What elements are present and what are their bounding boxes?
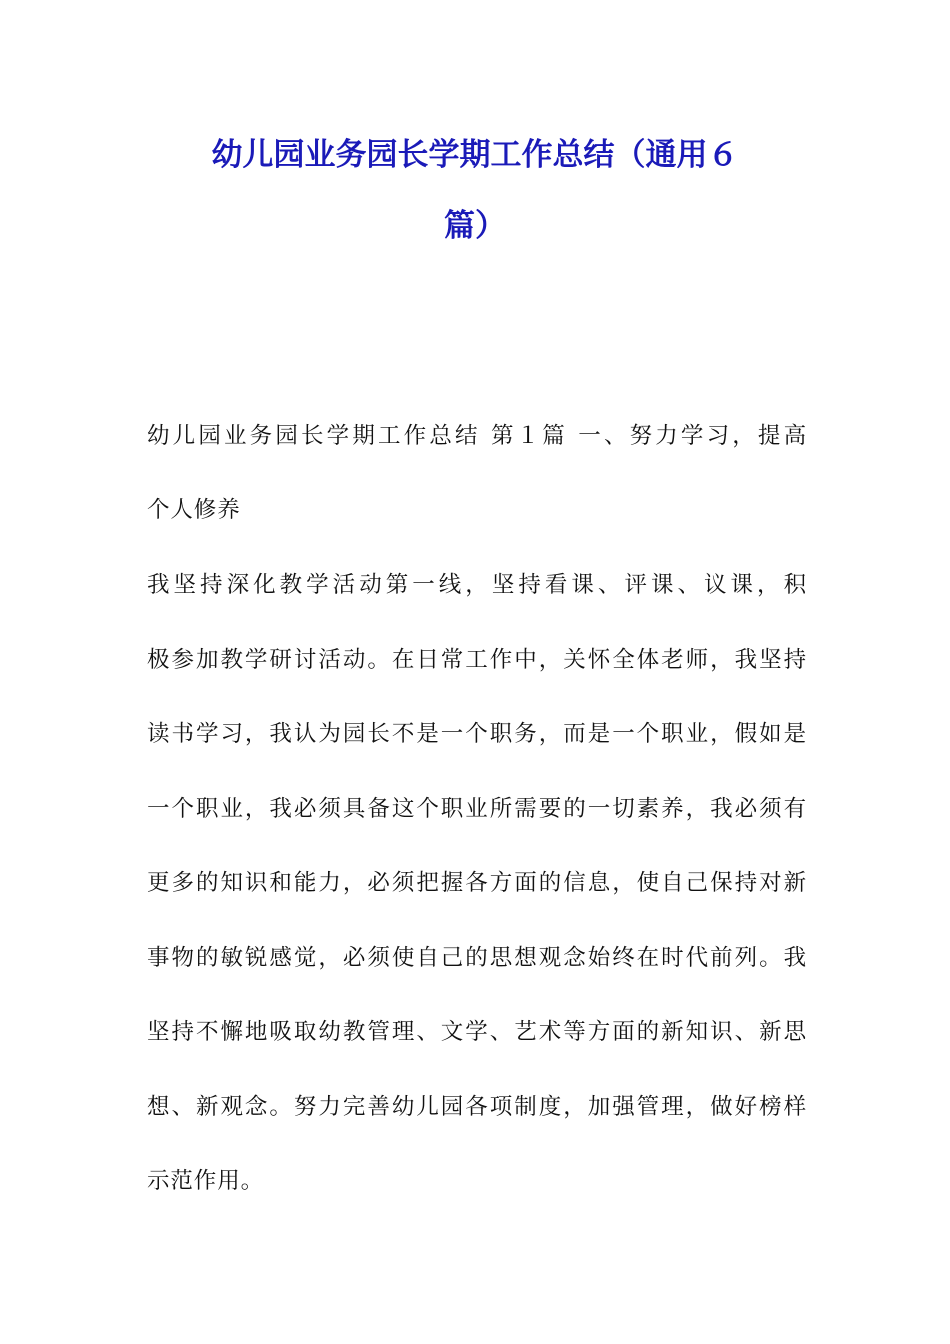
paragraph-line: 一个职业，我必须具备这个职业所需要的一切素养，我必须有: [147, 796, 807, 822]
document-title-line-1: 幼儿园业务园长学期工作总结（通用６: [211, 137, 739, 173]
paragraph-line: 读书学习，我认为园长不是一个职务，而是一个职业，假如是: [147, 721, 807, 747]
paragraph-line: 示范作用。: [147, 1168, 265, 1194]
paragraph-line: 事物的敏锐感觉，必须使自己的思想观念始终在时代前列。我: [147, 945, 807, 971]
document-title-line-2: 篇）: [444, 208, 506, 244]
paragraph-line: 想、新观念。努力完善幼儿园各项制度，加强管理，做好榜样: [147, 1094, 807, 1120]
paragraph-line: 坚持不懈地吸取幼教管理、文学、艺术等方面的新知识、新思: [147, 1019, 807, 1045]
paragraph-line: 更多的知识和能力，必须把握各方面的信息，使自己保持对新: [147, 870, 807, 896]
paragraph-line: 我坚持深化教学活动第一线，坚持看课、评课、议课，积: [147, 572, 807, 598]
section-heading-line-2: 个人修养: [147, 497, 241, 523]
section-heading-line-1: 幼儿园业务园长学期工作总结 第１篇 一、努力学习，提高: [147, 423, 807, 449]
paragraph-line: 极参加教学研讨活动。在日常工作中，关怀全体老师，我坚持: [147, 647, 807, 673]
